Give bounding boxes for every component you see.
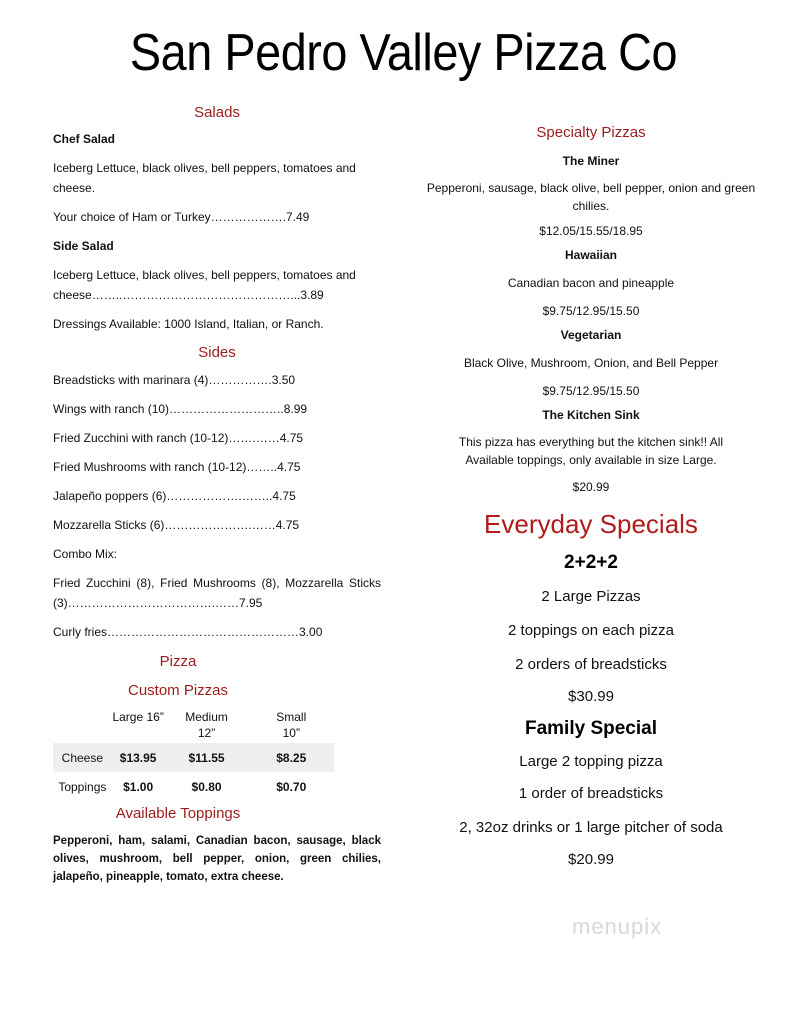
special-price: $30.99 [568, 688, 614, 705]
special-line: 2 orders of breadsticks [515, 656, 667, 673]
special-name: Family Special [524, 718, 657, 739]
specialty-desc: Pepperoni, sausage, black olive, bell pepper, onion and green chilies. [426, 181, 756, 213]
price-cell: $11.55 [165, 743, 249, 772]
salads-heading: Salads [194, 104, 240, 121]
special-line: Large 2 topping pizza [519, 753, 663, 770]
specialty-desc: Canadian bacon and pineapple [507, 276, 675, 290]
side-item: Mozzarella Sticks (6)………………….……4.75 [53, 518, 300, 532]
special-line: 2 toppings on each pizza [508, 622, 674, 639]
side-item: Fried Zucchini with ranch (10-12)…….……4.75 [53, 431, 304, 445]
side-item: Wings with ranch (10)………………………..8.99 [53, 402, 308, 416]
price-cell: $0.70 [276, 779, 307, 794]
col-header-medium: Medium 12” [185, 710, 228, 740]
side-item: Breadsticks with marinara (4)…………….3.50 [53, 373, 296, 387]
specialty-desc: This pizza has everything but the kitchen sink!! All Available toppings, only available in size Large. [458, 435, 724, 467]
specialty-price: $20.99 [572, 480, 610, 494]
side-salad-desc: Iceberg Lettuce, black olives, bell peppers, tomatoes and cheese……..……………………………………...3.89 [53, 268, 356, 302]
custom-pizza-price-table [53, 709, 334, 801]
toppings-row [53, 772, 334, 801]
combo-label: Combo Mix: [53, 547, 118, 561]
side-item: Jalapeño poppers (6)……………….……..4.75 [53, 489, 296, 503]
right-column [420, 124, 762, 868]
special-price: $20.99 [568, 851, 614, 868]
specialty-name: Hawaiian [564, 248, 618, 262]
pizza-heading: Pizza [159, 653, 197, 670]
price-cell: $13.95 [112, 743, 165, 772]
specialty-name: The Kitchen Sink [542, 408, 640, 422]
col-header-small: Small 10” [276, 710, 307, 740]
chef-salad-name: Chef Salad [53, 132, 116, 146]
side-item: Fried Mushrooms with ranch (10-12)……..4.75 [53, 460, 301, 474]
col-header-large: Large 16” [112, 710, 164, 724]
sides-heading: Sides [198, 344, 236, 361]
chef-salad-desc: Iceberg Lettuce, black olives, bell peppers, tomatoes and cheese. [53, 161, 356, 195]
restaurant-title: San Pedro Valley Pizza Co [129, 24, 678, 82]
specialty-desc: Black Olive, Mushroom, Onion, and Bell Pepper [463, 356, 719, 370]
combo-desc: Fried Zucchini (8), Fried Mushrooms (8), Mozzarella Sticks (3)……………………………….……7.95 [53, 576, 381, 610]
available-toppings-heading: Available Toppings [115, 805, 241, 822]
watermark-logo: menupix [572, 914, 663, 939]
special-name: 2+2+2 [564, 552, 618, 573]
specialty-pizzas-heading: Specialty Pizzas [536, 124, 646, 141]
specialty-price: $9.75/12.95/15.50 [542, 384, 640, 398]
specialty-name: The Miner [562, 154, 620, 168]
chef-salad-price: Your choice of Ham or Turkey……………….7.49 [53, 210, 310, 224]
dressings: Dressings Available: 1000 Island, Italian, or Ranch. [53, 317, 324, 331]
special-line: 2, 32oz drinks or 1 large pitcher of soda [459, 819, 723, 836]
toppings-list: Pepperoni, ham, salami, Canadian bacon, sausage, black olives, mushroom, bell pepper, onion, green chilies, jalapeño, pineapple, tomato, extra cheese. [53, 835, 381, 883]
left-column [53, 100, 381, 886]
everyday-specials-heading: Everyday Specials [484, 509, 698, 539]
special-line: 2 Large Pizzas [541, 588, 641, 605]
specialty-price: $12.05/15.55/18.95 [539, 224, 643, 238]
custom-pizzas-heading: Custom Pizzas [127, 682, 229, 699]
side-salad-name: Side Salad [53, 239, 114, 253]
curly-fries: Curly fries…………………………………………3.00 [53, 625, 323, 639]
col-header-blank [53, 709, 112, 743]
row-label: Cheese [53, 743, 112, 772]
specialty-price: $9.75/12.95/15.50 [542, 304, 640, 318]
special-line: 1 order of breadsticks [518, 785, 664, 802]
cheese-row [53, 743, 334, 772]
row-label: Toppings [58, 779, 107, 794]
price-cell: $0.80 [191, 779, 222, 794]
price-cell: $1.00 [123, 779, 154, 794]
price-cell: $8.25 [249, 743, 334, 772]
specialty-name: Vegetarian [560, 328, 622, 342]
